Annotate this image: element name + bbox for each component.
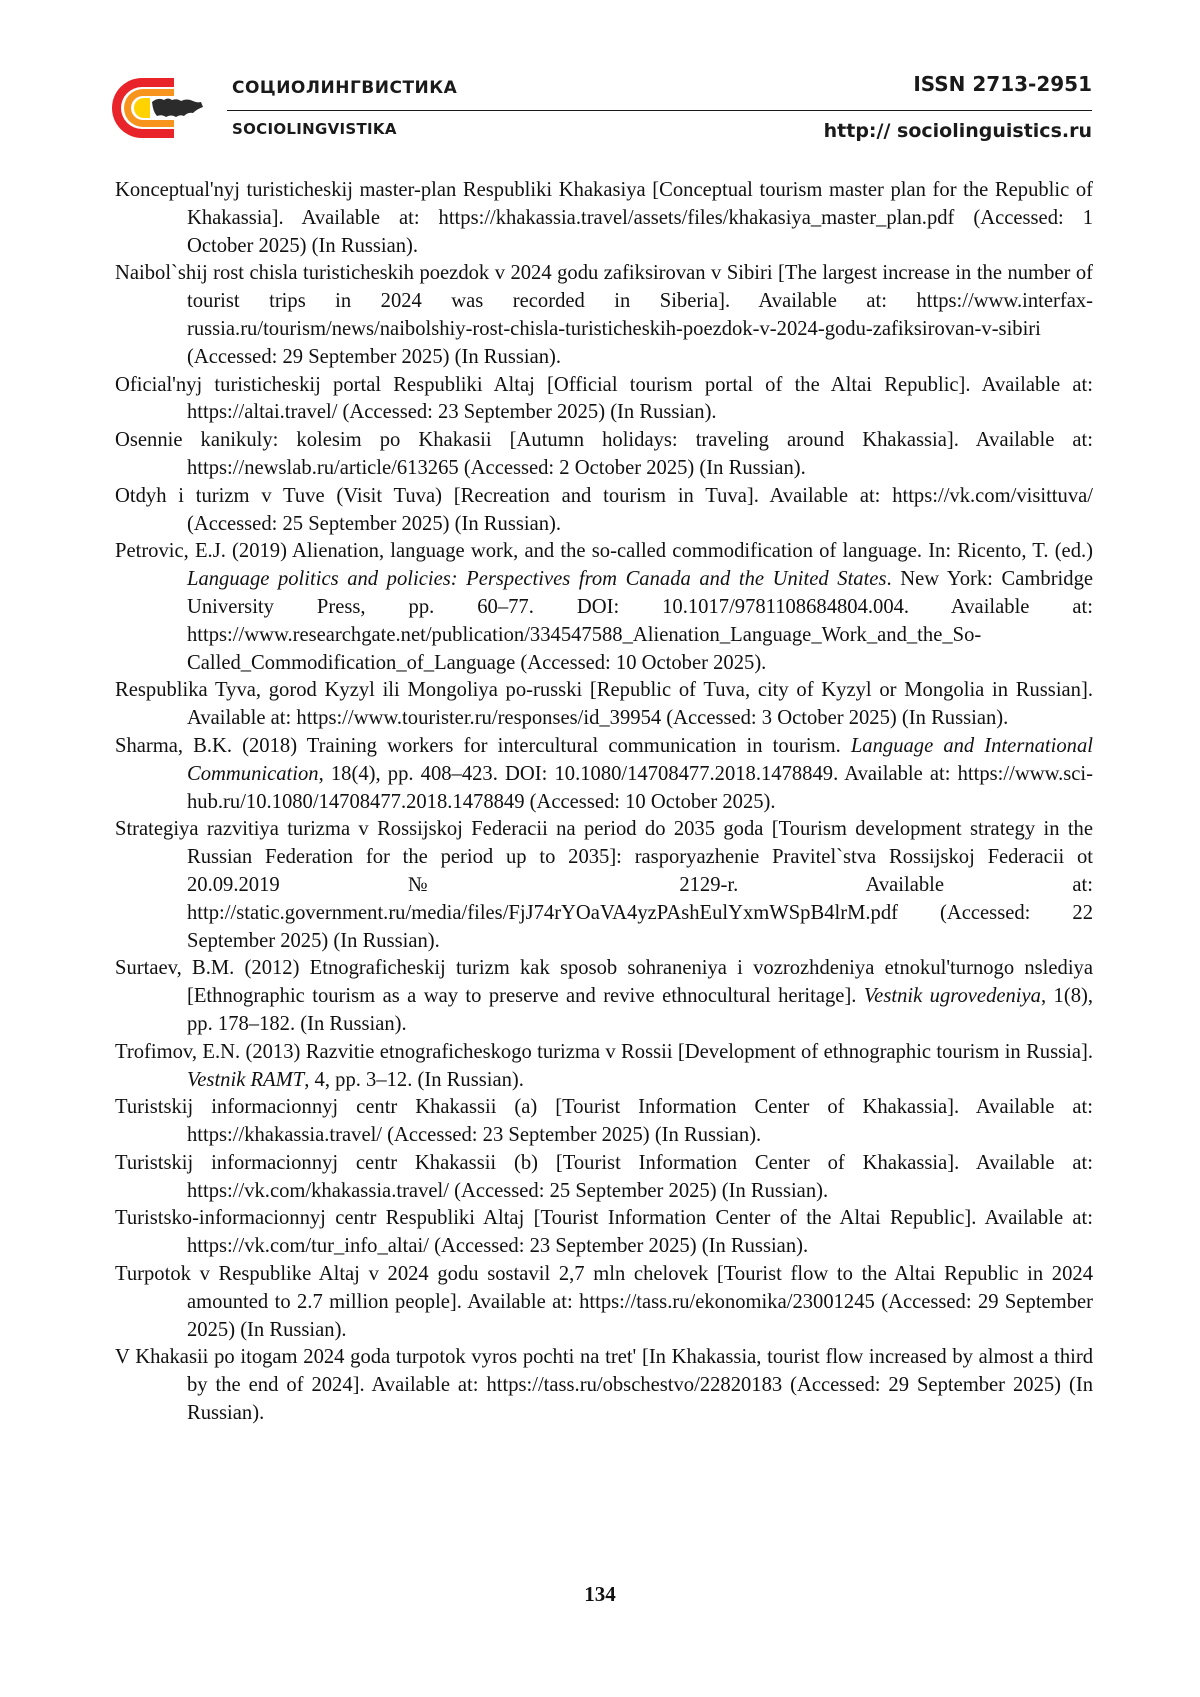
reference-text: , 1(8), pp. 178–182. (In Russian). (187, 985, 1093, 1035)
journal-logo-globe-icon (112, 72, 212, 144)
reference-item (115, 955, 1093, 1038)
reference-item (115, 733, 1093, 816)
reference-text: , 18(4), pp. 408–423. DOI: 10.1080/14708477.2018.1478849. Available at: https://www.sci-hub.ru/10.1080/14708477.2018.1478849 (Accessed: 10 October 2025). (187, 762, 1093, 813)
reference-item: Turistskij informacionnyj centr Khakassii (b) [Tourist Information Center of Khakassia]. Available at: https://vk.com/khakassia.travel/ (Accessed: 25 September 2025) (In Russian). (115, 1151, 1093, 1202)
reference-item: Turistsko-informacionnyj centr Respubliki Altaj [Tourist Information Center of the Altai Republic]. Available at: https://vk.com/tur_info_altai/ (Accessed: 23 September 2025) (In Russian). (115, 1207, 1093, 1258)
reference-item: Naibol`shij rost chisla turisticheskih poezdok v 2024 godu zafiksirovan v Sibiri [The largest increase in the number of tourist trips in 2024 was recorded in Siberia]. Available at: https://www.interfax-russia.ru/tourism/news/naibolshiy-rost-chisla-turisticheskih-poezdok-v-2024-godu-zafiksirovan-v-sibiri (Accessed: 29 September 2025) (In Russian). (115, 262, 1093, 368)
journal-title-ru: СОЦИОЛИНГВИСТИКА (232, 78, 458, 98)
reference-item (115, 1039, 1093, 1095)
reference-item: Strategiya razvitiya turizma v Rossijskoj Federacii na period do 2035 goda [Tourism development strategy in the Russian Federation for the period up to 2035]: rasporyazhenie Pravitel`stva Rossijskoj Federacii ot 20.09.2019 № 2129-r. Available at: http://static.government.ru/media/files/FjJ74rYOaVA4yzPAshEulYxmWSpB4lrM.pdf (Accessed: 22 September 2025) (In Russian). (115, 818, 1093, 952)
reference-item: Otdyh i turizm v Tuve (Visit Tuva) [Recreation and tourism in Tuva]. Available at: https://vk.com/visittuva/ (Accessed: 25 September 2025) (In Russian). (115, 484, 1093, 535)
reference-source-title: Language and International Communication (187, 734, 1093, 785)
reference-item: Konceptual'nyj turisticheskij master-plan Respubliki Khakasiya [Conceptual tourism master plan for the Republic of Khakassia]. Available at: https://khakassia.travel/assets/files/khakasiya_master_plan.pdf (Accessed: 1 October 2025) (In Russian). (115, 179, 1093, 257)
page-number: 134 (584, 1582, 616, 1606)
reference-source-title: Vestnik ugrovedeniya (863, 985, 1041, 1008)
reference-item: Oficial'nyj turisticheskij portal Respubliki Altaj [Official tourism portal of the Altai Republic]. Available at: https://altai.travel/ (Accessed: 23 September 2025) (In Russian). (115, 373, 1093, 424)
reference-item: Turistskij informacionnyj centr Khakassii (a) [Tourist Information Center of Khakassia]. Available at: https://khakassia.travel/ (Accessed: 23 September 2025) (In Russian). (115, 1096, 1093, 1147)
reference-source-title: Vestnik RAMT (187, 1068, 305, 1091)
reference-text: Sharma, B.K. (2018) Training workers for intercultural communication in tourism. (115, 734, 851, 757)
header-divider (227, 110, 1092, 111)
reference-item: Respublika Tyva, gorod Kyzyl ili Mongoliya po-russki [Republic of Tuva, city of Kyzyl or Mongolia in Russian]. Available at: https://www.tourister.ru/responses/id_39954 (Accessed: 3 October 2025) (In Russian). (115, 679, 1093, 730)
reference-source-title: Language politics and policies: Perspectives from Canada and the United States (187, 568, 887, 591)
reference-text: . New York: Cambridge University Press, pp. 60–77. DOI: 10.1017/9781108684804.004. Available at: https://www.researchgate.net/publication/334547588_Alienation_Language_Work_and_the_So-Called_Commodification_of_Language (Accessed: 10 October 2025). (187, 568, 1094, 674)
issn: ISSN 2713-2951 (913, 72, 1092, 96)
reference-item: Turpotok v Respublike Altaj v 2024 godu sostavil 2,7 mln chelovek [Tourist flow to the Altai Republic in 2024 amounted to 2.7 million people]. Available at: https://tass.ru/ekonomika/23001245 (Accessed: 29 September 2025) (In Russian). (115, 1263, 1093, 1341)
journal-url[interactable]: http:// sociolinguistics.ru (823, 120, 1092, 142)
reference-item: Osennie kanikuly: kolesim po Khakasii [Autumn holidays: traveling around Khakassia]. Available at: https://newslab.ru/article/613265 (Accessed: 2 October 2025) (In Russian). (115, 429, 1093, 479)
journal-title-en: SOCIOLINGVISTIKA (232, 120, 397, 138)
reference-text: Trofimov, E.N. (2013) Razvitie etnograficheskogo turizma v Rossii [Development of ethnographic tourism in Russia]. (115, 1040, 1093, 1063)
page-header (112, 72, 1092, 152)
reference-text: , 4, pp. 3–12. (In Russian). (304, 1068, 524, 1091)
reference-item: V Khakasii po itogam 2024 goda turpotok vyros pochti na tret' [In Khakassia, tourist flow increased by almost a third by the end of 2024]. Available at: https://tass.ru/obschestvo/22820183 (Accessed: 29 September 2025) (In Russian). (115, 1346, 1093, 1425)
reference-item (115, 538, 1093, 677)
reference-text: Petrovic, E.J. (2019) Alienation, language work, and the so-called commodification of language. In: Ricento, T. (ed.) (115, 540, 1093, 563)
reference-list (115, 177, 1093, 1428)
reference-text: Surtaev, B.M. (2012) Etnograficheskij turizm kak sposob sohraneniya i vozrozhdeniya etnokul'turnogo nslediya [Ethnographic tourism as a way to preserve and revive ethnocultural heritage]. (115, 957, 1093, 1008)
